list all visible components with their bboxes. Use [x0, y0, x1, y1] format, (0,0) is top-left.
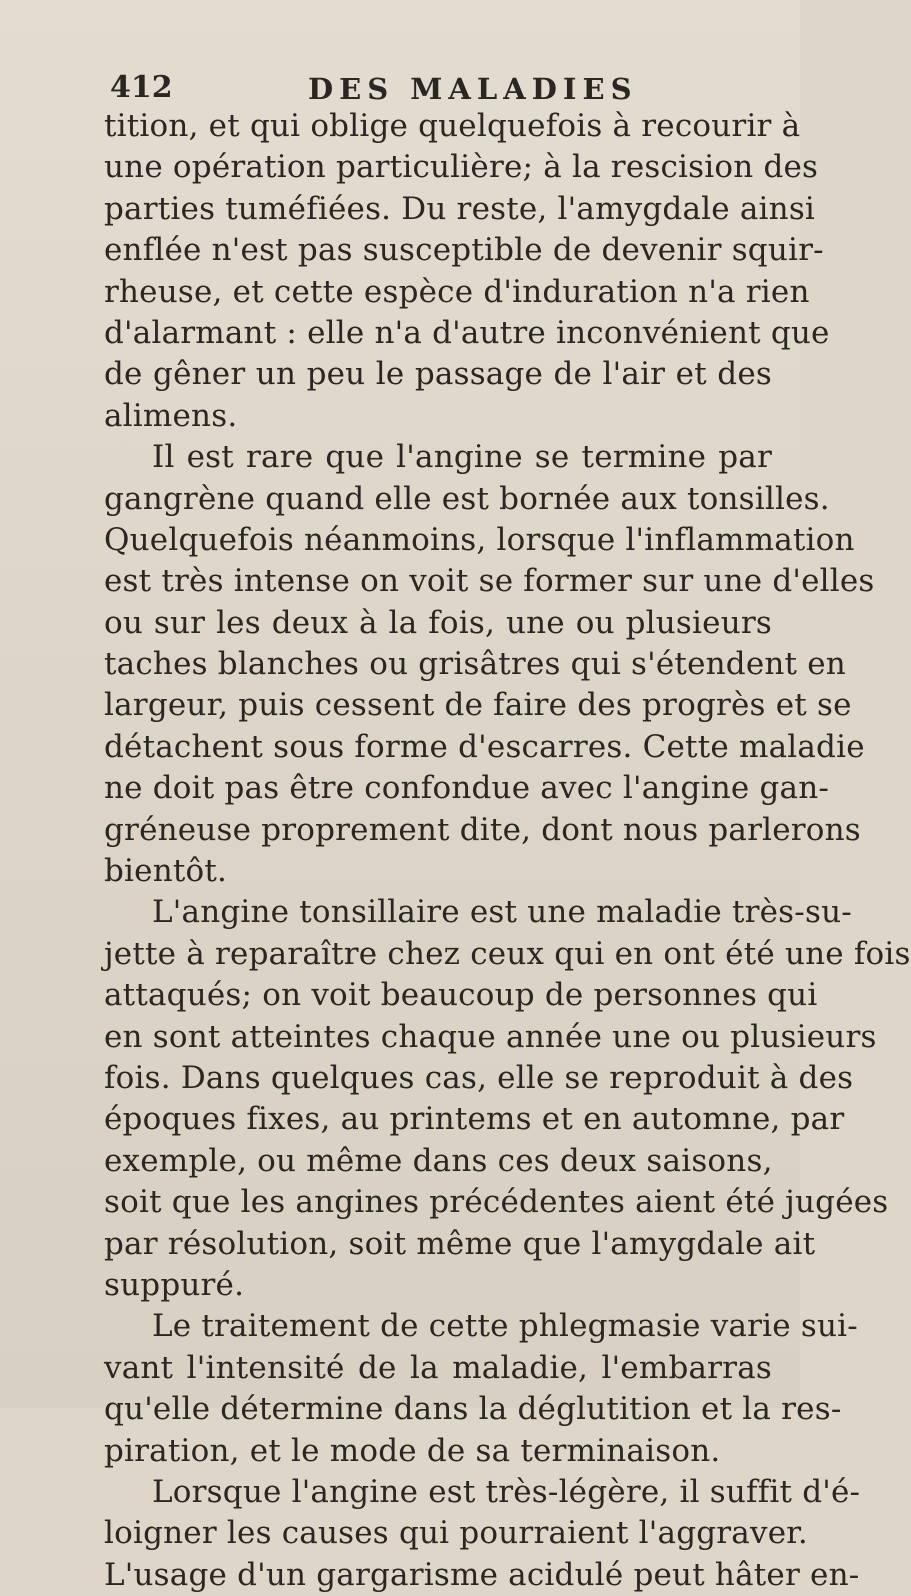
- text-line: piration, et le mode de sa terminaison.: [104, 1432, 721, 1469]
- text-line: attaqués; on voit beaucoup de personnes qui: [104, 977, 818, 1014]
- text-line: vant l'intensité de la maladie, l'embarras: [104, 1349, 772, 1386]
- text-line: taches blanches ou grisâtres qui s'étendent en: [104, 646, 846, 683]
- text-line: suppuré.: [104, 1266, 245, 1303]
- text-line: Quelquefois néanmoins, lorsque l'inflammation: [104, 521, 855, 558]
- text-line: jette à reparaître chez ceux qui en ont été une fois: [104, 935, 911, 972]
- text-line: époques fixes, au printems et en automne, par: [104, 1101, 845, 1138]
- text-line: est très intense on voit se former sur une d'elles: [104, 563, 875, 600]
- text-line: soit que les angines précédentes aient été jugées: [104, 1184, 889, 1221]
- text-line: ou sur les deux à la fois, une ou plusieurs: [104, 604, 772, 641]
- text-line: par résolution, soit même que l'amygdale ait: [104, 1225, 816, 1262]
- text-line: tition, et qui oblige quelquefois à recourir à: [104, 108, 801, 144]
- text-line: L'angine tonsillaire est une maladie très-su-: [152, 894, 852, 931]
- text-line: gangrène quand elle est bornée aux tonsilles.: [104, 480, 830, 517]
- running-title: DES MALADIES: [308, 72, 638, 106]
- text-line: largeur, puis cessent de faire des progrès et se: [104, 687, 852, 724]
- text-line: alimens.: [104, 397, 238, 434]
- body-text: [104, 106, 911, 1596]
- text-line: d'alarmant : elle n'a d'autre inconvénient que: [104, 314, 830, 351]
- text-line: loigner les causes qui pourraient l'aggraver.: [104, 1515, 808, 1552]
- text-line: Il est rare que l'angine se termine par: [152, 439, 772, 476]
- text-line: Lorsque l'angine est très-légère, il suffit d'é-: [152, 1473, 861, 1510]
- text-line: L'usage d'un gargarisme acidulé peut hâter en-: [104, 1556, 860, 1593]
- text-line: de gêner un peu le passage de l'air et des: [104, 356, 772, 393]
- text-line: rheuse, et cette espèce d'induration n'a rien: [104, 273, 810, 310]
- text-line: ne doit pas être confondue avec l'angine gan-: [104, 770, 830, 807]
- page-number: 412: [110, 70, 173, 105]
- text-line: une opération particulière; à la rescision des: [104, 149, 819, 186]
- text-line: qu'elle détermine dans la déglutition et la res-: [104, 1391, 842, 1428]
- text-line: enflée n'est pas susceptible de devenir squir-: [104, 232, 824, 269]
- text-line: fois. Dans quelques cas, elle se reproduit à des: [104, 1059, 854, 1096]
- text-line: bientôt.: [104, 853, 228, 890]
- text-line: Le traitement de cette phlegmasie varie sui-: [152, 1308, 858, 1345]
- text-line: gréneuse proprement dite, dont nous parlerons: [104, 811, 861, 848]
- text-line: exemple, ou même dans ces deux saisons,: [104, 1142, 773, 1179]
- text-line: en sont atteintes chaque année une ou plusieurs: [104, 1018, 877, 1055]
- page-header: [110, 70, 760, 104]
- text-line: détachent sous forme d'escarres. Cette maladie: [104, 728, 865, 765]
- text-line: parties tuméfiées. Du reste, l'amygdale ainsi: [104, 190, 816, 227]
